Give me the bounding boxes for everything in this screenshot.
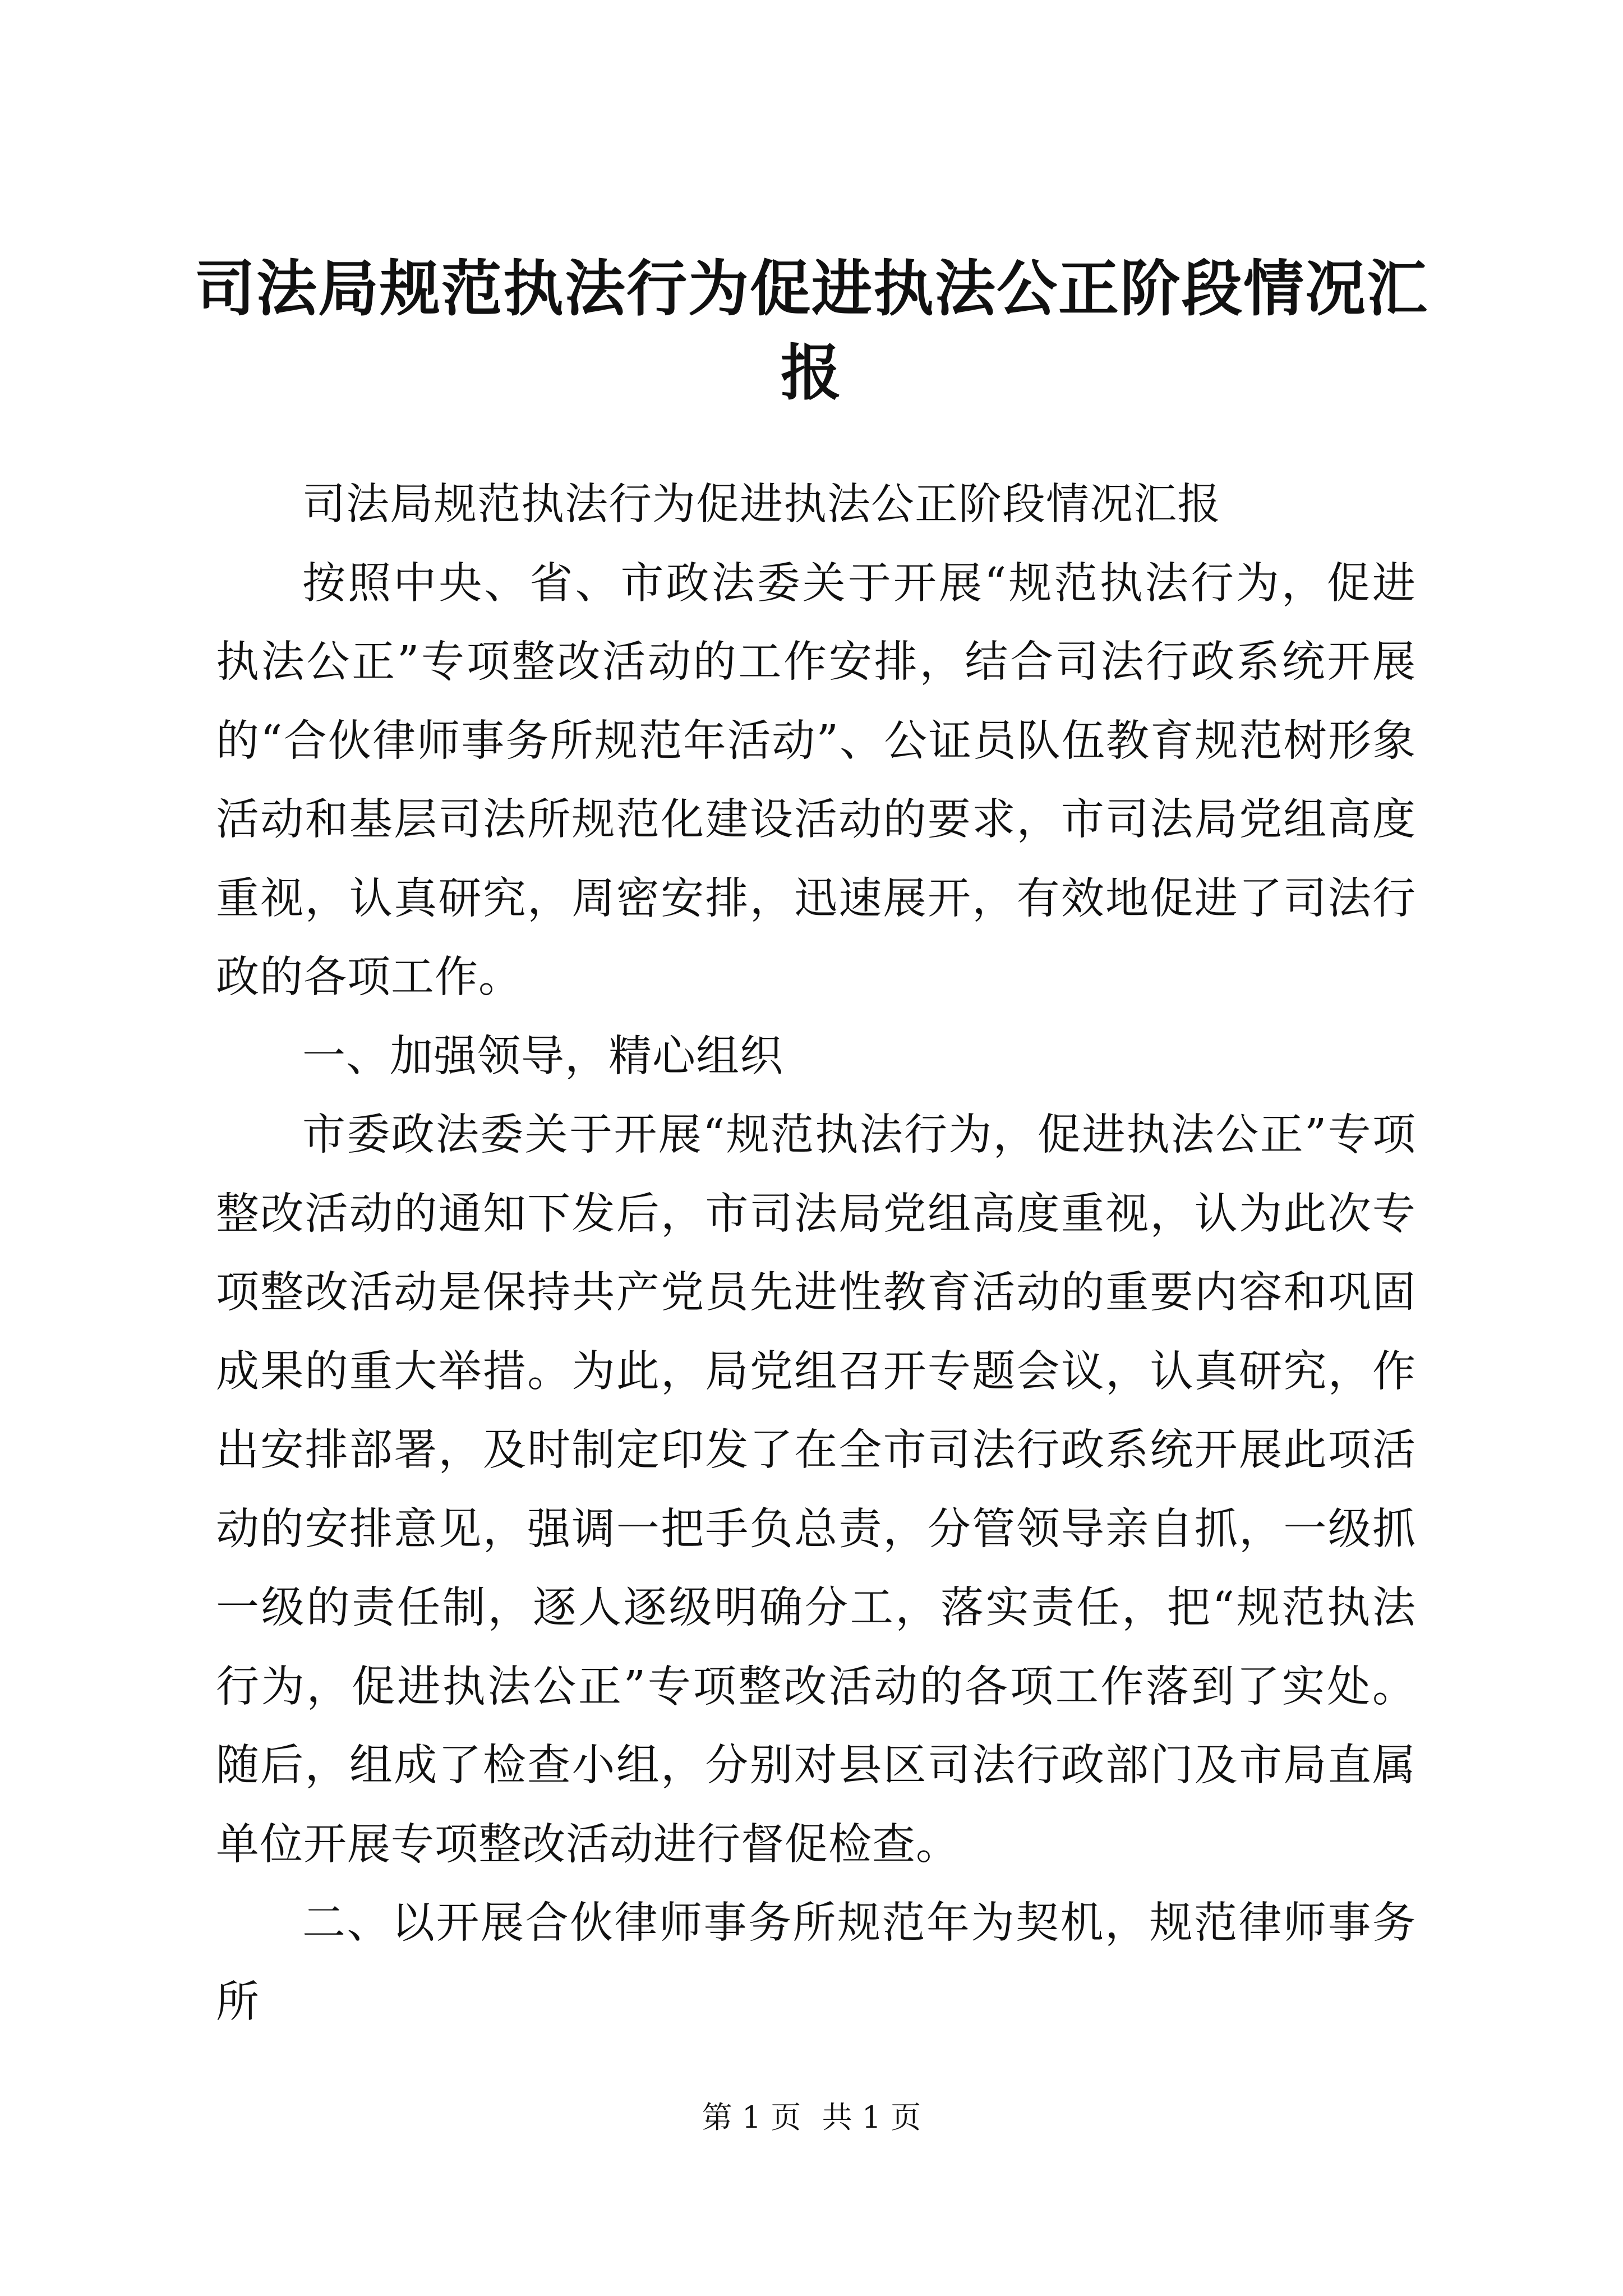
document-body [216,466,1416,2042]
section-heading: 二、以开展合伙律师事务所规范年为契机，规范律师事务所 [216,1898,1416,2027]
page-footer [0,2098,1623,2137]
body-paragraph: 按照中央、省、市政法委关于开展“规范执法行为，促进执法公正”专项整改活动的工作安排，结合司法行政系统开展的“合伙律师事务所规范年活动”、公证员队伍教育规范树形象活动和基层司法所规范化建设活动的要求，市司法局党组高度重视，认真研究，周密安排，迅速展开，有效地促进了司法行政的各项工作。 [216,558,1416,1002]
page-number: 第 1 页 [702,2100,801,2135]
body-paragraph: 市委政法委关于开展“规范执法行为，促进执法公正”专项整改活动的通知下发后，市司法局党组高度重视，认为此次专项整改活动是保持共产党员先进性教育活动的重要内容和巩固成果的重大举措。为此，局党组召开专题会议，认真研究，作出安排部署，及时制定印发了在全市司法行政系统开展此项活动的安排意见，强调一把手负总责，分管领导亲自抓，一级抓一级的责任制，逐人逐级明确分工，落实责任，把“规范执法行为，促进执法公正”专项整改活动的各项工作落到了实处。随后，组成了检查小组，分别对县区司法行政部门及市局直属单位开展专项整改活动进行督促检查。 [216,1110,1416,1870]
page-total: 共 1 页 [822,2100,921,2135]
document-title: 司法局规范执法行为促进执法公正阶段情况汇报 [194,254,1428,408]
subtitle-paragraph: 司法局规范执法行为促进执法公正阶段情况汇报 [302,480,1221,530]
section-heading: 一、加强领导，精心组织 [302,1031,783,1082]
